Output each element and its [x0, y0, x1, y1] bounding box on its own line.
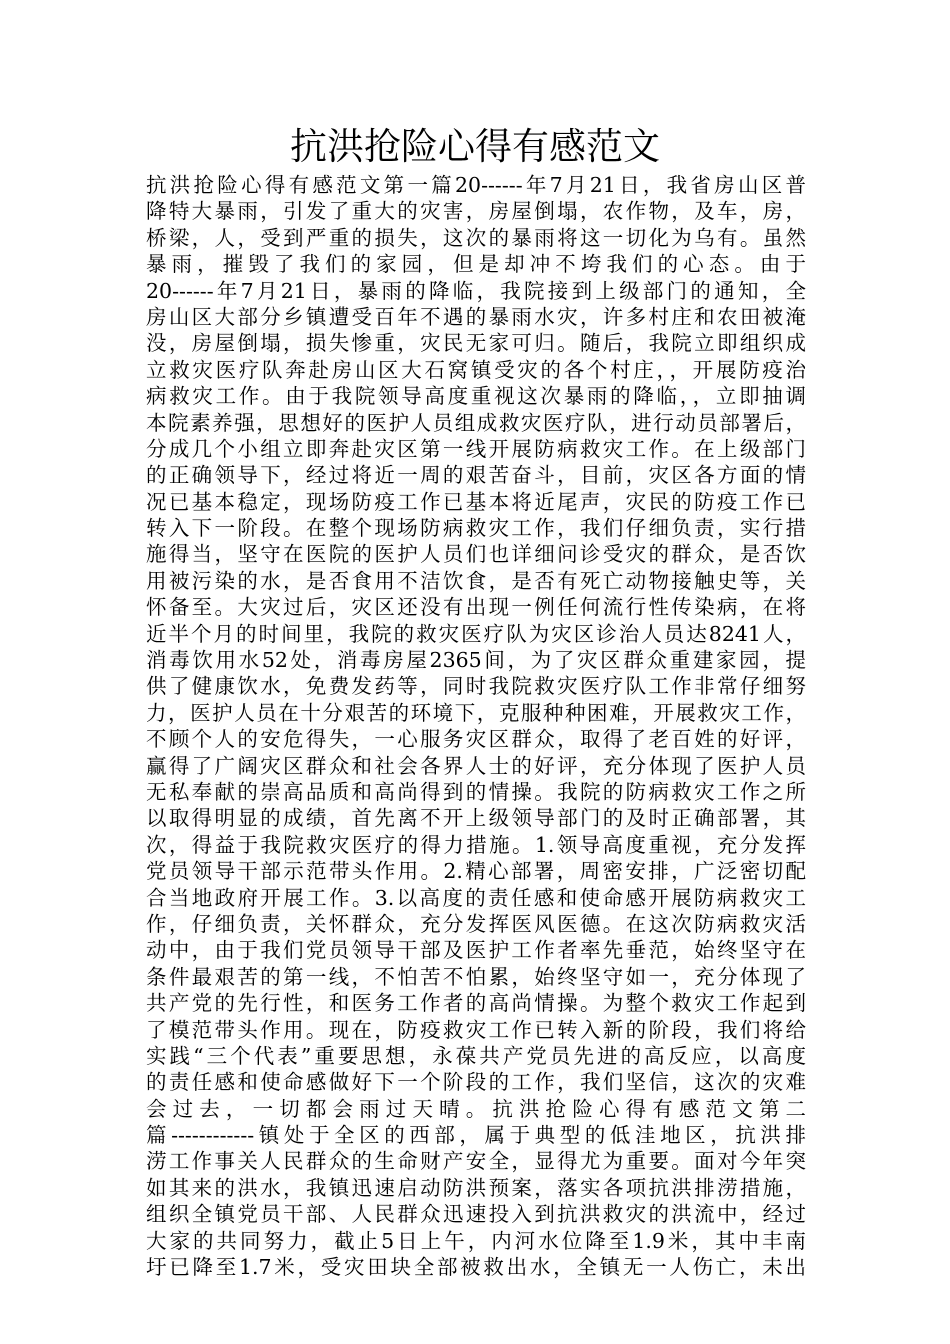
- body-line: 消毒饮用水52处，消毒房屋2365间，为了灾区群众重建家园，提: [146, 648, 806, 673]
- body-line: 合当地政府开展工作。3.以高度的责任感和使命感开展防病救灾工: [146, 885, 806, 910]
- body-line: 降特大暴雨，引发了重大的灾害，房屋倒塌，农作物，及车，房，: [146, 199, 806, 224]
- body-line: 用被污染的水，是否食用不洁饮食，是否有死亡动物接触史等，关: [146, 568, 806, 593]
- body-line: 无私奉献的崇高品质和高尚得到的情操。我院的防病救灾工作之所: [146, 779, 806, 804]
- body-line: 共产党的先行性，和医务工作者的高尚情操。为整个救灾工作起到: [146, 991, 806, 1016]
- body-line: 近半个月的时间里，我院的救灾医疗队为灾区诊治人员达8241人，: [146, 621, 806, 646]
- body-line: 实践“三个代表”重要思想，永葆共产党员先进的高反应，以高度: [146, 1043, 806, 1068]
- body-line: 20------年7月21日，暴雨的降临，我院接到上级部门的通知，全: [146, 278, 806, 303]
- body-line: 了模范带头作用。现在，防疫救灾工作已转入新的阶段，我们将给: [146, 1017, 806, 1042]
- body-line: 力，医护人员在十分艰苦的环境下，克服种种困难，开展救灾工作，: [146, 700, 806, 725]
- body-line: 组织全镇党员干部、人民群众迅速投入到抗洪救灾的洪流中，经过: [146, 1202, 806, 1227]
- body-line: 立救灾医疗队奔赴房山区大石窝镇受灾的各个村庄，，开展防疫治: [146, 357, 806, 382]
- body-line: 供了健康饮水，免费发药等，同时我院救灾医疗队工作非常仔细努: [146, 674, 806, 699]
- body-line: 大家的共同努力，截止5日上午，内河水位降至1.9米，其中丰南: [146, 1228, 806, 1253]
- body-line: 会过去，一切都会雨过天晴。抗洪抢险心得有感范文第二: [146, 1096, 806, 1121]
- body-line: 作，仔细负责，关怀群众，充分发挥医风医德。在这次防病救灾活: [146, 911, 806, 936]
- body-line: 本院素养强，思想好的医护人员组成救灾医疗队，进行动员部署后，: [146, 410, 806, 435]
- document-body: [146, 172, 806, 1280]
- body-line: 篇------------镇处于全区的西部，属于典型的低洼地区，抗洪排: [146, 1123, 806, 1148]
- body-line: 党员领导干部示范带头作用。2.精心部署，周密安排，广泛密切配: [146, 859, 806, 884]
- body-line: 次，得益于我院救灾医疗的得力措施。1.领导高度重视，充分发挥: [146, 832, 806, 857]
- body-line: 桥梁，人，受到严重的损失，这次的暴雨将这一切化为乌有。虽然: [146, 225, 806, 250]
- body-line: 病救灾工作。由于我院领导高度重视这次暴雨的降临，，立即抽调: [146, 384, 806, 409]
- body-line: 的责任感和使命感做好下一个阶段的工作，我们坚信，这次的灾难: [146, 1070, 806, 1095]
- body-line: 条件最艰苦的第一线，不怕苦不怕累，始终坚守如一，充分体现了: [146, 964, 806, 989]
- body-line: 的正确领导下，经过将近一周的艰苦奋斗，目前，灾区各方面的情: [146, 463, 806, 488]
- body-line: 施得当，坚守在医院的医护人员们也详细问诊受灾的群众，是否饮: [146, 542, 806, 567]
- body-line: 暴雨，摧毁了我们的家园，但是却冲不垮我们的心态。由于: [146, 252, 806, 277]
- body-line: 怀备至。大灾过后，灾区还没有出现一例任何流行性传染病，在将: [146, 595, 806, 620]
- body-line: 房山区大部分乡镇遭受百年不遇的暴雨水灾，许多村庄和农田被淹: [146, 304, 806, 329]
- body-line: 赢得了广阔灾区群众和社会各界人士的好评，充分体现了医护人员: [146, 753, 806, 778]
- body-line: 不顾个人的安危得失，一心服务灾区群众，取得了老百姓的好评，: [146, 727, 806, 752]
- body-line: 分成几个小组立即奔赴灾区第一线开展防病救灾工作。在上级部门: [146, 436, 806, 461]
- body-line: 没，房屋倒塌，损失惨重，灾民无家可归。随后，我院立即组织成: [146, 331, 806, 356]
- body-line: 抗洪抢险心得有感范文第一篇20------年7月21日，我省房山区普: [146, 173, 806, 197]
- body-line: 以取得明显的成绩，首先离不开上级领导部门的及时正确部署，其: [146, 806, 806, 831]
- body-line: 如其来的洪水，我镇迅速启动防洪预案，落实各项抗洪排涝措施，: [146, 1175, 806, 1200]
- body-line: 况已基本稳定，现场防疫工作已基本将近尾声，灾民的防疫工作已: [146, 489, 806, 514]
- body-line: 转入下一阶段。在整个现场防病救灾工作，我们仔细负责，实行措: [146, 516, 806, 541]
- body-line: 圩已降至1.7米，受灾田块全部被救出水，全镇无一人伤亡，未出: [146, 1255, 806, 1280]
- document-title: 抗洪抢险心得有感范文: [290, 125, 660, 168]
- body-line: 动中，由于我们党员领导干部及医护工作者率先垂范，始终坚守在: [146, 938, 806, 963]
- body-line: 涝工作事关人民群众的生命财产安全，显得尤为重要。面对今年突: [146, 1149, 806, 1174]
